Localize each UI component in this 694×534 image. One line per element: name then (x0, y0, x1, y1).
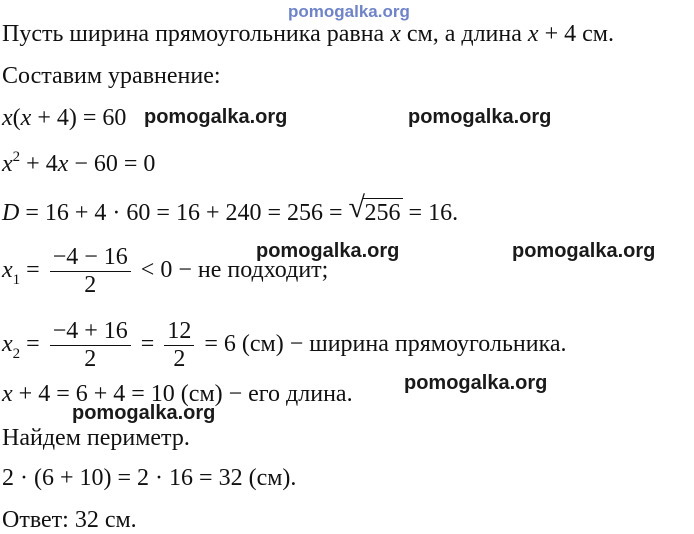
variable-x: x (2, 381, 13, 407)
fraction-denominator: 2 (164, 345, 194, 373)
variable-x: x (2, 151, 13, 177)
variable-d: D (2, 200, 20, 226)
equation-text: + 4) = 60 (31, 105, 127, 131)
equation-text: − 60 = 0 (68, 151, 156, 177)
subscript: 1 (12, 272, 21, 289)
fraction (50, 244, 131, 299)
fraction-numerator: −4 − 16 (52, 244, 128, 270)
variable-x: x (2, 331, 13, 358)
watermark: pomogalka.org (256, 240, 400, 262)
quadratic-equation (2, 150, 155, 178)
equation-line (2, 104, 126, 132)
variable-x: x (2, 105, 13, 131)
statement-text-1: Пусть ширина прямоугольника равна (2, 21, 391, 47)
variable-x: x (20, 105, 32, 131)
fraction-numerator: −4 + 16 (52, 318, 128, 344)
fraction-numerator: 12 (167, 318, 192, 344)
watermark: pomogalka.org (408, 106, 552, 128)
variable-x: x (57, 151, 69, 177)
equation-text: + 4 (20, 151, 58, 177)
perimeter-intro: Найдем периметр. (2, 425, 190, 451)
perimeter-calc: 2 · (6 + 10) = 2 · 16 = 32 (см). (2, 465, 297, 491)
equals: = (20, 331, 46, 358)
discriminant-line (2, 191, 459, 227)
equals: = (134, 331, 161, 358)
fraction (50, 318, 131, 373)
discriminant-text: = 16 + 4 · 60 = 16 + 240 = 256 = (19, 200, 349, 226)
length-text: + 4 = 6 + 4 = 10 (см) − его длина. (12, 381, 353, 407)
variable-x: x (390, 21, 401, 47)
variable-x: x (527, 21, 539, 47)
site-header-watermark: pomogalka.org (288, 2, 410, 21)
root-x2-line (2, 318, 567, 373)
square-root (348, 191, 403, 227)
statement-text-3: + 4 см. (538, 21, 614, 47)
root-x2-note: = 6 (см) − ширина прямоугольника. (198, 331, 567, 358)
equation-text: ( (12, 105, 21, 131)
watermark: pomogalka.org (72, 402, 216, 424)
problem-statement (2, 20, 614, 48)
fraction (164, 318, 194, 373)
fraction-denominator: 2 (50, 271, 131, 299)
radicand: 256 (364, 200, 401, 226)
equals: = (20, 257, 46, 284)
discriminant-result: = 16. (402, 200, 459, 226)
exponent: 2 (12, 149, 21, 165)
equation-intro: Составим уравнение: (2, 63, 221, 89)
watermark: pomogalka.org (404, 372, 548, 394)
radical-sign: √ (348, 191, 366, 224)
variable-x: x (2, 257, 13, 284)
subscript: 2 (12, 346, 21, 363)
fraction-denominator: 2 (50, 345, 131, 373)
watermark: pomogalka.org (144, 106, 288, 128)
watermark: pomogalka.org (512, 240, 656, 262)
statement-text-2: см, а длина (400, 21, 528, 47)
answer-line: Ответ: 32 см. (2, 507, 137, 533)
root-x1-note: < 0 − не подходит; (134, 257, 329, 284)
